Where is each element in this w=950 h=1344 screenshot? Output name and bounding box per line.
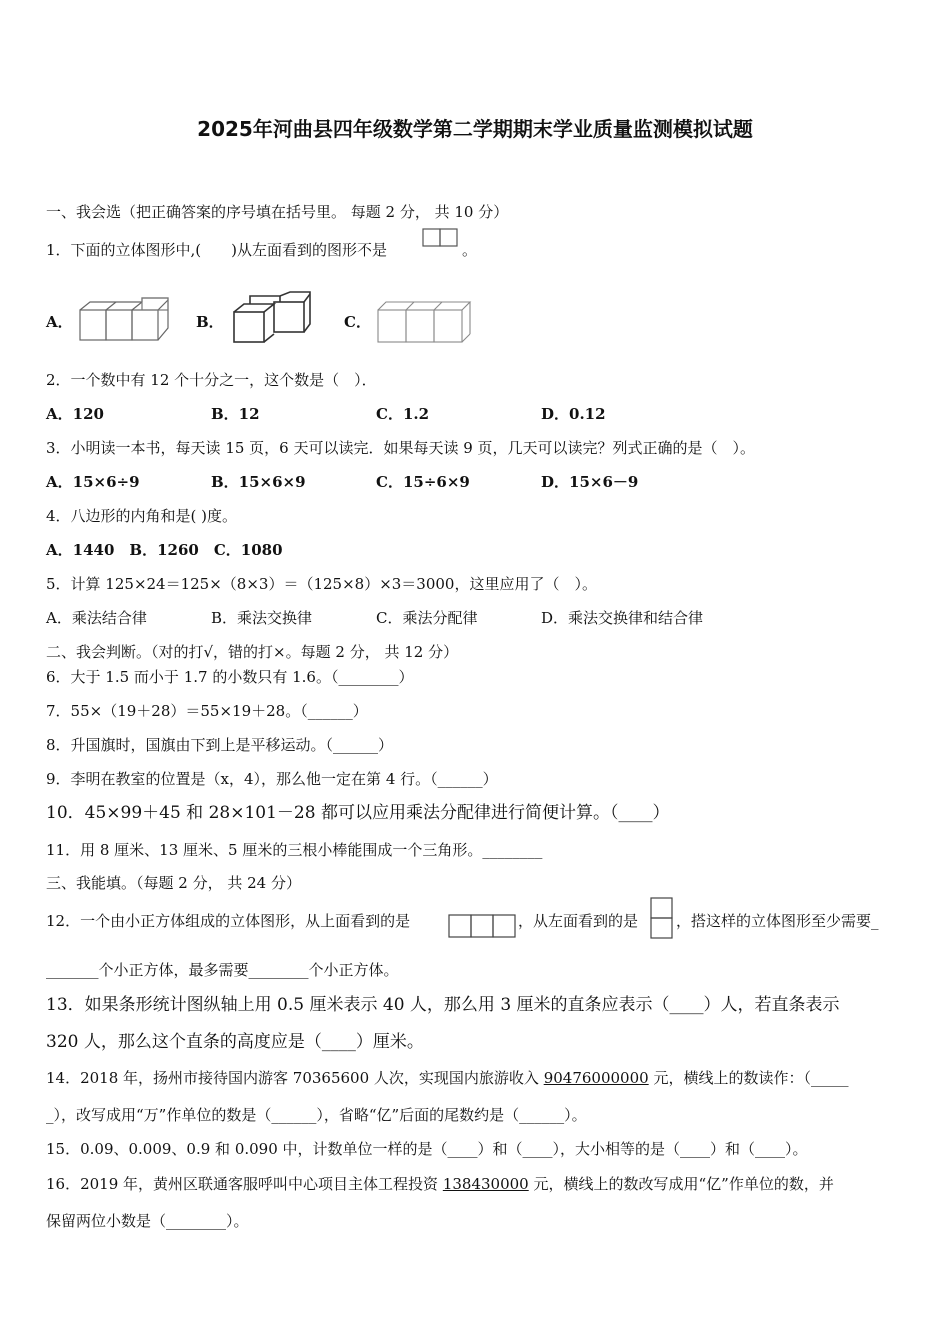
top-view-three-squares-icon <box>448 913 518 939</box>
q2-option-c: C．1.2 <box>376 405 430 423</box>
question-1-end: 。 <box>462 241 478 259</box>
question-12-part2: ，从左面看到的是 <box>518 912 639 930</box>
section-3-heading: 三、我能填。（每题 2 分， 共 24 分） <box>46 874 301 892</box>
two-squares-icon <box>422 228 458 248</box>
question-14-line1: 14．2018 年，扬州市接待国内游客 70365600 人次，实现国内旅游收入 90476000000 元，横线上的数读作：（_____ <box>46 1069 849 1087</box>
q3-option-a: A．15×6÷9 <box>46 473 140 491</box>
question-9-text: 9．李明在教室的位置是（x，4），那么他一定在第 4 行。（______） <box>46 770 498 788</box>
question-11-text: 11．用 8 厘米、13 厘米、5 厘米的三根小棒能围成一个三角形。________ <box>46 841 543 859</box>
q5-option-b: B．乘法交换律 <box>211 609 313 627</box>
cube-figure-a-icon <box>78 296 173 344</box>
q2-option-d: D．0.12 <box>541 405 606 423</box>
q1-option-a: A． <box>46 313 73 331</box>
page-title: 2025年河曲县四年级数学第二学期期末学业质量监测模拟试题 <box>197 117 753 141</box>
q3-option-b: B．15×6×9 <box>211 473 306 491</box>
question-10-text: 10．45×99＋45 和 28×101－28 都可以应用乘法分配律进行简便计算。（____） <box>46 803 670 823</box>
q2-option-b: B．12 <box>211 405 260 423</box>
q5-option-c: C．乘法分配律 <box>376 609 478 627</box>
q5-option-a: A．乘法结合律 <box>46 609 147 627</box>
q1-option-c: C． <box>344 313 371 331</box>
cube-figure-b-icon <box>230 290 314 346</box>
q3-option-c: C．15÷6×9 <box>376 473 470 491</box>
question-14-line2: _），改写成用“万”作单位的数是（______），省略“亿”后面的尾数约是（______）。 <box>46 1106 587 1124</box>
question-7-text: 7．55×（19＋28）＝55×19＋28。（______） <box>46 702 368 720</box>
question-6-text: 6．大于 1.5 而小于 1.7 的小数只有 1.6。（________） <box>46 668 414 686</box>
q2-option-a: A．120 <box>46 405 104 423</box>
question-3-text: 3．小明读一本书，每天读 15 页，6 天可以读完．如果每天读 9 页，几天可以读完？列式正确的是（ ）。 <box>46 439 756 457</box>
q4-options: A．1440 B．1260 C．1080 <box>46 541 283 559</box>
q16-underlined-number: 138430000 <box>442 1175 529 1193</box>
q14-underlined-number: 90476000000 <box>543 1069 649 1087</box>
question-12-line2: _______个小正方体，最多需要________个小正方体。 <box>46 961 399 979</box>
question-5-text: 5．计算 125×24＝125×（8×3）＝（125×8）×3＝3000，这里应用了（ ）。 <box>46 575 597 593</box>
cube-figure-c-icon <box>376 298 472 346</box>
question-13-line2: 320 人，那么这个直条的高度应是（____）厘米。 <box>46 1032 424 1052</box>
section-2-heading: 二、我会判断。（对的打√，错的打×。每题 2 分， 共 12 分） <box>46 643 459 661</box>
question-15-text: 15．0.09、0.009、0.9 和 0.090 中，计数单位一样的是（____）和（____），大小相等的是（____）和（____）。 <box>46 1140 808 1158</box>
question-16-line1: 16．2019 年，黄州区联通客服呼叫中心项目主体工程投资 138430000 元，横线上的数改写成用“亿”作单位的数，并 <box>46 1175 834 1193</box>
question-12-part1: 12．一个由小正方体组成的立体图形，从上面看到的是 <box>46 912 411 930</box>
q3-option-d: D．15×6－9 <box>541 473 639 491</box>
question-4-text: 4．八边形的内角和是( )度。 <box>46 507 238 525</box>
question-13-line1: 13．如果条形统计图纵轴上用 0.5 厘米表示 40 人，那么用 3 厘米的直条应表示（____）人，若直条表示 <box>46 995 840 1015</box>
q5-option-d: D．乘法交换律和结合律 <box>541 609 704 627</box>
question-12-part3: ，搭这样的立体图形至少需要_ <box>676 912 879 930</box>
question-1-text: 1．下面的立体图形中,( )从左面看到的图形不是 <box>46 241 388 259</box>
section-1-heading: 一、我会选（把正确答案的序号填在括号里。 每题 2 分， 共 10 分） <box>46 203 509 221</box>
question-16-line2: 保留两位小数是（________）。 <box>46 1212 249 1230</box>
question-2-text: 2．一个数中有 12 个十分之一，这个数是（ ）． <box>46 371 377 389</box>
left-view-stacked-squares-icon <box>650 897 674 941</box>
q1-option-b: B． <box>196 313 224 331</box>
question-8-text: 8．升国旗时，国旗由下到上是平移运动。（______） <box>46 736 394 754</box>
